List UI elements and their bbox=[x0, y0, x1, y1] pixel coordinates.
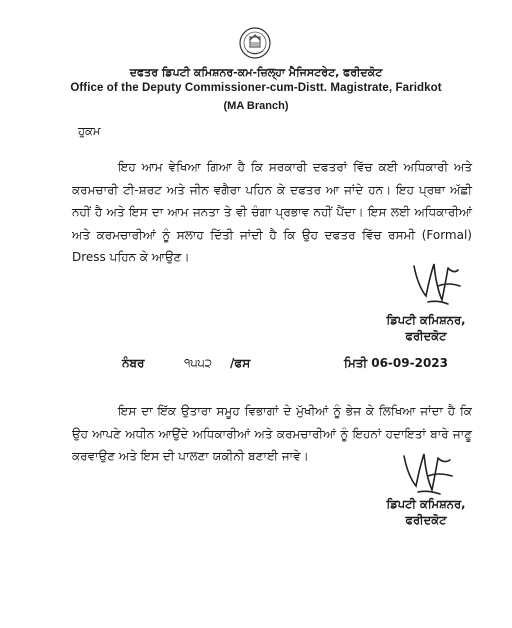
signature-designation: ਡਿਪਟੀ ਕਮਿਸ਼ਨਰ, bbox=[386, 313, 466, 327]
date-line: ਮਿਤੀ 06-09-2023 bbox=[344, 356, 448, 370]
reference-label: ਨੰਬਰ bbox=[122, 356, 145, 370]
signature-place: ਫਰੀਦਕੋਟ bbox=[405, 329, 447, 343]
office-title-punjabi: ਦਫਤਰ ਡਿਪਟੀ ਕਮਿਸ਼ਨਰ-ਕਮ-ਜ਼ਿਲ੍ਹਾ ਮੈਜਿਸਟਰੇਟ, ਫਰੀਦਕੋਟ bbox=[129, 66, 383, 79]
reference-number: ੧੫੫੨ bbox=[184, 356, 213, 370]
endorsement-paragraph: ਇਸ ਦਾ ਇੱਕ ਉਤਾਰਾ ਸਮੂਹ ਵਿਭਾਗਾਂ ਦੇ ਮੁੱਖੀਆਂ ਨੂੰ ਭੇਜ ਕੇ ਲਿਖਿਆ ਜਾਂਦਾ ਹੈ ਕਿ ਉਹ ਆਪਣੇ ਅਧੀਨ ਆਉਂਦੇ ਅਧਿਕਾਰੀਆਂ ਅਤੇ ਕਰਮਚਾਰੀਆਂ ਨੂੰ ਇਹਨਾਂ ਹਦਾਇਤਾਂ ਬਾਰੇ ਜਾਣੂ ਕਰਵਾਉਣ ਅਤੇ ਇਸ ਦੀ ਪਾਲਣਾ ਯਕੀਨੀ ਬਣਾਈ ਜਾਵੇ। bbox=[72, 404, 472, 463]
order-heading: ਹੁਕਮ bbox=[78, 124, 101, 138]
signature-image bbox=[408, 256, 464, 308]
branch-label: (MA Branch) bbox=[223, 100, 289, 112]
order-paragraph: ਇਹ ਆਮ ਵੇਖਿਆ ਗਿਆ ਹੈ ਕਿ ਸਰਕਾਰੀ ਦਫਤਰਾਂ ਵਿੱਚ ਕਈ ਅਧਿਕਾਰੀ ਅਤੇ ਕਰਮਚਾਰੀ ਟੀ-ਸ਼ਰਟ ਅਤੇ ਜੀਨ ਵਗੈਰਾ ਪਹਿਨ ਕੇ ਦਫਤਰ ਆ ਜਾਂਦੇ ਹਨ। ਇਹ ਪ੍ਰਥਾ ਅੱਛੀ ਨਹੀਂ ਹੈ ਅਤੇ ਇਸ ਦਾ ਆਮ ਜਨਤਾ ਤੇ ਵੀ ਚੰਗਾ ਪ੍ਰਭਾਵ ਨਹੀਂ ਪੈਂਦਾ। ਇਸ ਲਈ ਅਧਿਕਾਰੀਆਂ ਅਤੇ ਕਰਮਚਾਰੀਆਂ ਨੂੰ ਸਲਾਹ ਦਿੱਤੀ ਜਾਂਦੀ ਹੈ ਕਿ ਉਹ ਦਫਤਰ ਵਿੱਚ ਰਸਮੀ (Formal) Dress ਪਹਿਨ ਕੇ ਆਉਣ। bbox=[72, 160, 472, 264]
signature-image bbox=[396, 446, 456, 498]
state-emblem-icon bbox=[238, 26, 272, 60]
signature-designation: ਡਿਪਟੀ ਕਮਿਸ਼ਨਰ, bbox=[386, 497, 466, 511]
signature-block bbox=[366, 312, 486, 344]
office-title-english: Office of the Deputy Commissioner-cum-Distt. Magistrate, Faridkot bbox=[70, 82, 442, 94]
signature-block bbox=[366, 496, 486, 528]
reference-suffix: /ਫਸ bbox=[230, 356, 251, 370]
signature-place: ਫਰੀਦਕੋਟ bbox=[405, 513, 447, 527]
